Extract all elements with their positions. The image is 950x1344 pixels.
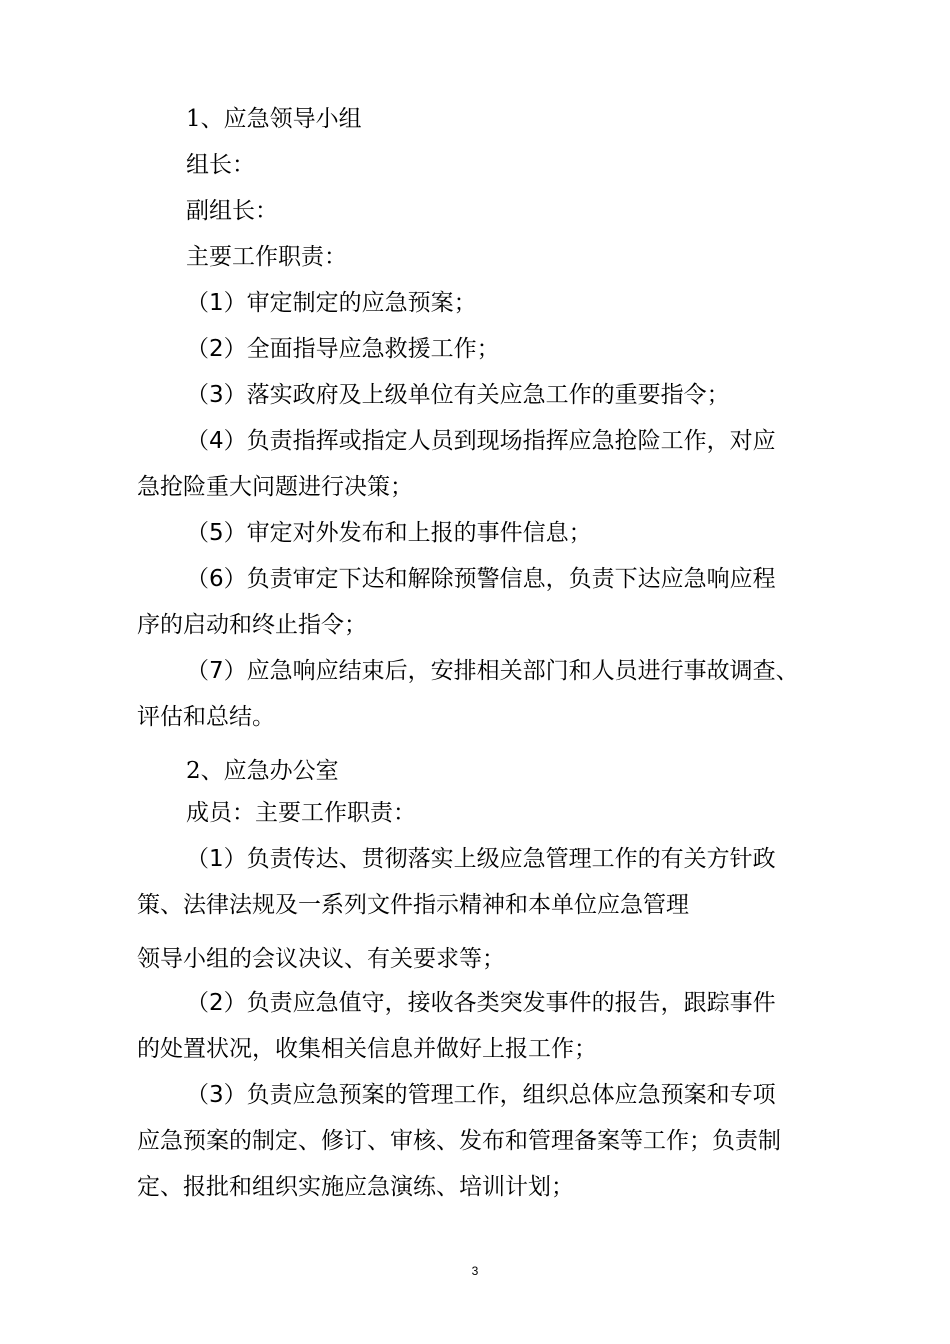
duty-item: （1）负责传达、贯彻落实上级应急管理工作的有关方针政	[186, 846, 776, 872]
duty-item-continuation: 的处置状况，收集相关信息并做好上报工作；	[137, 1036, 597, 1062]
section-2-heading: 2、应急办公室	[186, 758, 339, 784]
duty-item-continuation: 策、法律法规及一系列文件指示精神和本单位应急管理	[137, 892, 689, 918]
duty-item-continuation: 急抢险重大问题进行决策；	[137, 474, 413, 500]
members-label: 成员：主要工作职责：	[186, 800, 416, 826]
section-1-heading: 1、应急领导小组	[186, 106, 362, 132]
deputy-leader-label: 副组长：	[186, 198, 278, 224]
duty-item: （1）审定制定的应急预案；	[186, 290, 477, 316]
duty-item-continuation: 序的启动和终止指令；	[137, 612, 367, 638]
duty-item: （3）落实政府及上级单位有关应急工作的重要指令；	[186, 382, 730, 408]
duty-item-continuation: 评估和总结。	[137, 704, 275, 730]
duty-item: （3）负责应急预案的管理工作，组织总体应急预案和专项	[186, 1082, 776, 1108]
duty-item: （4）负责指挥或指定人员到现场指挥应急抢险工作，对应	[186, 428, 776, 454]
duty-item: （5）审定对外发布和上报的事件信息；	[186, 520, 592, 546]
duty-item: （6）负责审定下达和解除预警信息，负责下达应急响应程	[186, 566, 776, 592]
leader-label: 组长：	[186, 152, 255, 178]
duty-item: （2）全面指导应急救援工作；	[186, 336, 500, 362]
page-number: 3	[471, 1264, 479, 1278]
duties-title: 主要工作职责：	[186, 244, 347, 270]
duty-item: （2）负责应急值守，接收各类突发事件的报告，跟踪事件	[186, 990, 776, 1016]
duty-item-continuation: 领导小组的会议决议、有关要求等；	[137, 946, 505, 972]
duty-item-continuation: 定、报批和组织实施应急演练、培训计划；	[137, 1174, 574, 1200]
duty-item: （7）应急响应结束后，安排相关部门和人员进行事故调查、	[186, 658, 799, 684]
duty-item-continuation: 应急预案的制定、修订、审核、发布和管理备案等工作；负责制	[137, 1128, 781, 1154]
